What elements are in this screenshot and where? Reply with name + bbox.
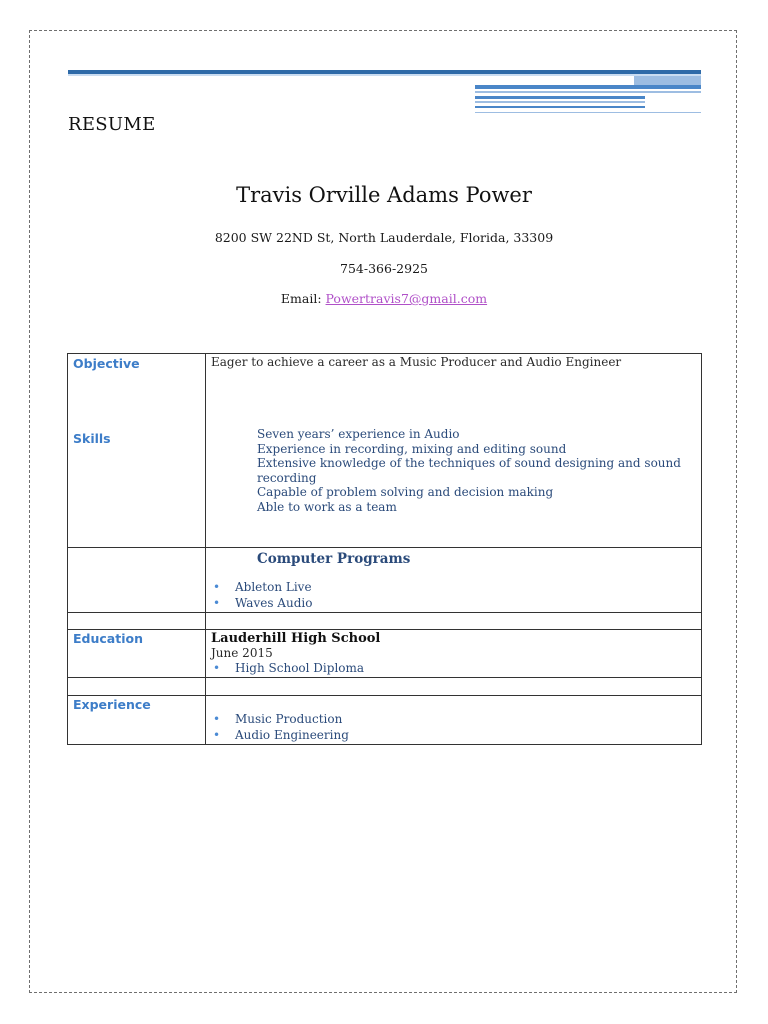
label-cell — [68, 354, 206, 548]
experience-label: Experience — [73, 697, 151, 712]
list-item: Extensive knowledge of the techniques of sound designing and sound recording — [257, 456, 681, 485]
spacer-row — [68, 678, 702, 696]
row-education — [68, 630, 702, 678]
list-item: • Audio Engineering — [235, 727, 696, 743]
content-cell — [206, 630, 702, 678]
objective-text: Eager to achieve a career as a Music Producer and Audio Engineer — [211, 355, 622, 369]
list-item: Able to work as a team — [257, 499, 397, 514]
label-cell — [68, 696, 206, 745]
label-cell — [68, 630, 206, 678]
list-item: • Music Production — [235, 711, 696, 727]
objective-label: Objective — [73, 356, 140, 371]
email-link[interactable]: Powertravis7@gmail.com — [325, 291, 488, 306]
resume-heading: RESUME — [68, 114, 156, 135]
row-objective-skills — [68, 354, 702, 548]
programs-list — [211, 579, 696, 611]
row-experience — [68, 696, 702, 745]
education-date: June 2015 — [211, 646, 273, 660]
list-item: Experience in recording, mixing and editing sound — [257, 441, 567, 456]
content-cell — [206, 696, 702, 745]
education-label: Education — [73, 631, 143, 646]
list-item: Capable of problem solving and decision making — [257, 485, 554, 499]
spacer-row — [68, 613, 702, 630]
skills-label: Skills — [73, 431, 111, 446]
content-cell — [206, 548, 702, 613]
list-item: • Ableton Live — [235, 579, 696, 595]
candidate-name: Travis Orville Adams Power — [236, 183, 532, 207]
email-line — [0, 291, 768, 306]
content-cell — [206, 354, 702, 548]
email-label: Email: — [280, 291, 322, 306]
label-cell — [68, 548, 206, 613]
skills-list — [211, 427, 696, 514]
list-item: Seven years’ experience in Audio — [257, 427, 460, 441]
list-item: • Waves Audio — [235, 595, 696, 611]
resume-table — [67, 353, 702, 745]
computer-programs-heading: Computer Programs — [257, 551, 411, 567]
address: 8200 SW 22ND St, North Lauderdale, Florida, 33309 — [214, 230, 554, 245]
experience-list — [211, 711, 696, 743]
education-list — [211, 660, 696, 676]
list-item: • High School Diploma — [235, 660, 696, 676]
school-name: Lauderhill High School — [211, 631, 381, 646]
phone: 754-366-2925 — [340, 261, 428, 276]
row-computer-programs — [68, 548, 702, 613]
